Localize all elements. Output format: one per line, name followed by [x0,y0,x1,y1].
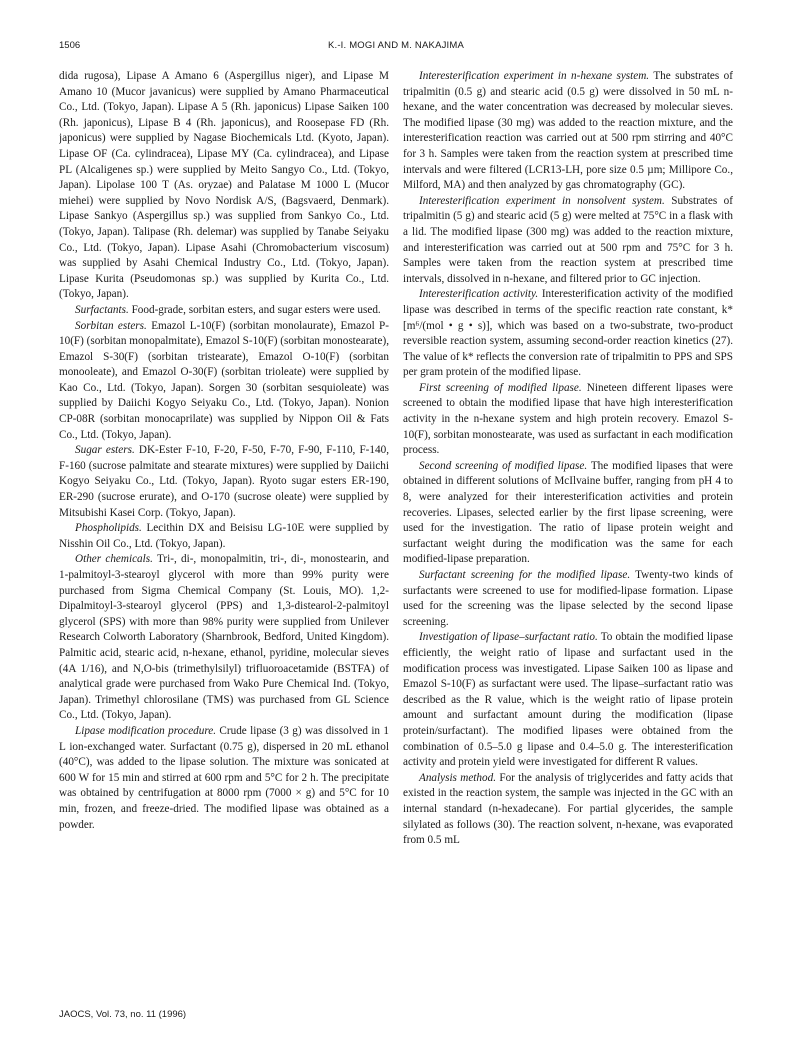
heading-lipase-surfactant-ratio: Investigation of lipase–surfactant ratio. [419,631,598,644]
paragraph-second-screening: Second screening of modified lipase. The modified lipases that were obtained in different solutions of McIlvaine buffer, ranging from pH 4 to 8, were analyzed for their interesterification activities and protein recoveries. Lipases, selected earlier by the first lipase screening, were used for the investigation. The ratio of lipase protein weight and surfactant weight during the modification was the same for each modified-lipase preparation. [403,459,733,566]
paragraph-other-chemicals: Other chemicals. Tri-, di-, monopalmitin, tri-, di-, monostearin, and 1-palmitoyl-3-stearoyl glycerol with more than 99% purity were purchased from Sigma Chemical Company (St. Louis, MO). 1,2-Dipalmitoyl-3-stearoyl glycerol (PPS) and 1,3-distearol-2-palmitoyl glycerol (SPS) with more than 98% purity were supplied from Unilever Research Colworth Laboratory (Sharnbrook, Bedford, United Kingdom). Palmitic acid, stearic acid, n-hexane, ethanol, pyridine, molecular sieves (4A 1/16), and N,O-bis (trimethylsilyl) trifluoroacetamide (BSTFA) of analytical grade were purchased from Wako Pure Chemical Ind. (Tokyo, Japan). Trimethyl chlorosilane (TMS) was purchased from GL Science Co., Ltd. (Tokyo, Japan). [59,553,389,722]
paragraph-lipase-modification: Lipase modification procedure. Crude lipase (3 g) was dissolved in 1 L ion-exchanged water. Surfactant (0.75 g), dispersed in 20 mL ethanol (40°C), was added to the lipase solution. The mixture was sonicated at 600 W for 15 min and stirred at 600 rpm and 5°C for 2 h. The precipitate was obtained by centrifugation at 8000 rpm (7000 × g) and 5°C for 10 min, frozen, and freeze-dried. The modified lipase was obtained as a powder. [59,724,389,831]
paragraph-analysis-method: Analysis method. For the analysis of triglycerides and fatty acids that existed in the reaction system, the sample was injected in the GC with an internal standard (n-hexadecane). For partial glycerides, the sample silylated as follows (30). The reaction solvent, n-hexane, was evaporated from 0.5 mL [403,771,733,847]
paragraph-sugar-esters: Sugar esters. DK-Ester F-10, F-20, F-50, F-70, F-90, F-110, F-140, F-160 (sucrose palmitate and stearate mixtures) were supplied by Daiichi Kogyo Seiyaku Co., Ltd. (Tokyo, Japan). Ryoto sugar esters ER-190, ER-290 (sucrose erurate), and O-170 (sucrose oleate) were supplied by Mitsubishi Kasei Corp. (Tokyo, Japan). [59,444,389,519]
heading-lipase-modification: Lipase modification procedure. [75,724,217,737]
running-header [59,40,733,54]
heading-sugar-esters: Sugar esters. [75,444,135,457]
heading-hexane-system: Interesterification experiment in n-hexane system. [419,70,650,82]
heading-second-screening: Second screening of modified lipase. [419,459,588,472]
heading-interesterification-activity: Interesterification activity. [419,288,539,301]
paragraph-phospholipids: Phospholipids. Lecithin DX and Beisisu LG-10E were supplied by Nisshin Oil Co., Ltd. (Tokyo, Japan). [59,522,389,550]
page-number: 1506 [59,40,81,51]
running-head-authors: K.-I. MOGI AND M. NAKAJIMA [327,40,465,51]
paragraph-hexane-system: Interesterification experiment in n-hexane system. The substrates of tripalmitin (0.5 g) and stearic acid (0.5 g) were dissolved in 50 mL n-hexane, and the water concentration was decreased by molecular sieves. The modified lipase (30 mg) was added to the reaction mixture, and the interesterification reaction was carried out at 500 rpm stirring and 40°C for 3 h. Samples were taken from the reaction system at prescribed time intervals and were filtered (LCR13-LH, pore size 0.5 µm; Millipore Co., Milford, MA) and then analyzed by gas chromatography (GC). [403,70,733,192]
paragraph-first-screening: First screening of modified lipase. Nineteen different lipases were screened to obtain the modified lipase that have high interesterification activity in the n-hexane system and high protein recovery. Emazol S-10(F), sorbitan monostearate, was used as surfactant in each modification process. [403,381,733,457]
heading-surfactants: Surfactants. [75,303,129,316]
heading-other-chemicals: Other chemicals. [75,553,153,566]
right-column [403,69,733,969]
heading-nonsolvent-system: Interesterification experiment in nonsolvent system. [419,194,665,207]
heading-phospholipids: Phospholipids. [75,522,142,535]
journal-footer: JAOCS, Vol. 73, no. 11 (1996) [59,1009,187,1020]
paragraph-sorbitan-esters: Sorbitan esters. Emazol L-10(F) (sorbitan monolaurate), Emazol P-10(F) (sorbitan monopalmitate), Emazol S-10(F) (sorbitan monostearate), Emazol S-30(F) (sorbitan tristearate), Emazol O-10(F) (sorbitan monooleate), and Emazol O-30(F) (sorbitan trioleate) were supplied by Kao Co., Ltd. (Tokyo, Japan). Sorgen 30 (sorbitan sesquioleate) was supplied by Daiichi Kogyo Seiyaku Co., Ltd. (Tokyo, Japan). Nonion CP-08R (sorbitan monocaprilate) was supplied by Nippon Oil & Fats Co., Ltd. (Tokyo, Japan). [59,319,389,441]
paragraph-interesterification-activity: Interesterification activity. Interesterification activity of the modified lipase was described in terms of the specific reaction rate constant, k* [m⁶/(mol • g • s)], which was based on a two-substrate, two-product reversible reaction system, assuming second-order reaction kinetics (27). The value of k* reflects the conversion rate of tripalmitin to PPS and SPS per gram protein of the modified lipase. [403,288,733,379]
paragraph-lipase-sources: dida rugosa), Lipase A Amano 6 (Aspergillus niger), and Lipase M Amano 10 (Mucor javanicus) were supplied by Amano Pharmaceutical Co., Ltd. (Tokyo, Japan). Lipase A 5 (Rh. japonicus) Lipase Saiken 100 (Rh. japonicus), Lipase B 4 (Rh. japonicus), and Roosepase FD (Rh. japonicus) were supplied by Nagase Biochemicals Ltd. (Kyoto, Japan). Lipase OF (Ca. cylindracea), Lipase MY (Ca. cylindracea), and Lipase PL (Alcaligenes sp.) were supplied by Meito Sangyo Co., Ltd. (Tokyo, Japan). Lipolase 100 T (As. oryzae) and Palatase M 1000 L (Mucor miehei) were supplied by Novo Nordisk A/S, (Bagsvaerd, Denmark). Lipase Sankyo (Aspergillus sp.) was supplied from Sankyo Co., Ltd. (Tokyo, Japan). Talipase (Rh. delemar) was supplied by Tanabe Seiyaku Co., Ltd. (Tokyo, Japan). Lipase Asahi (Chromobacterium viscosum) was supplied by Asahi Chemical Industry Co., Ltd. (Tokyo, Japan). Lipase Kurita (Pseudomonas sp.) was supplied by Kurita Co., Ltd. (Tokyo, Japan). [59,70,389,301]
heading-first-screening: First screening of modified lipase. [419,381,582,394]
paragraph-surfactant-screening: Surfactant screening for the modified lipase. Twenty-two kinds of surfactants were screened to use for modified-lipase formation. Lipase used for the screening was the lipase selected by the second lipase screening. [403,569,733,628]
left-column [59,69,389,969]
heading-sorbitan-esters: Sorbitan esters. [75,319,147,332]
heading-analysis-method: Analysis method. [419,771,496,784]
heading-surfactant-screening: Surfactant screening for the modified lipase. [419,569,631,581]
paragraph-surfactants: Surfactants. Food-grade, sorbitan esters, and sugar esters were used. [75,303,381,316]
paragraph-lipase-surfactant-ratio: Investigation of lipase–surfactant ratio. To obtain the modified lipase efficiently, the weight ratio of lipase and surfactant used in the modification process was investigated. Lipase Saiken 100 as lipase and Emazol S-10(F) as surfactant were used. The lipase–surfactant ratio was described as the R value, which is the weight ratio of lipase protein amount and surfactant amount during the modification (lipase protein/surfactant). The modified lipases were obtained from the combination of 0.5–5.0 g lipase and 0.4–5.0 g. The interesterification activity and protein yield were investigated for different R values. [403,631,733,769]
paragraph-nonsolvent-system: Interesterification experiment in nonsolvent system. Substrates of tripalmitin (5 g) and stearic acid (5 g) were melted at 75°C in a flask with a lid. The modified lipase (300 mg) was added to the reaction mixture, and interesterification was carried out at 500 rpm and 75°C for 3 h. Samples were taken from the reaction system at prescribed time intervals, dissolved in n-hexane, and filtered prior to GC injection. [403,194,733,285]
